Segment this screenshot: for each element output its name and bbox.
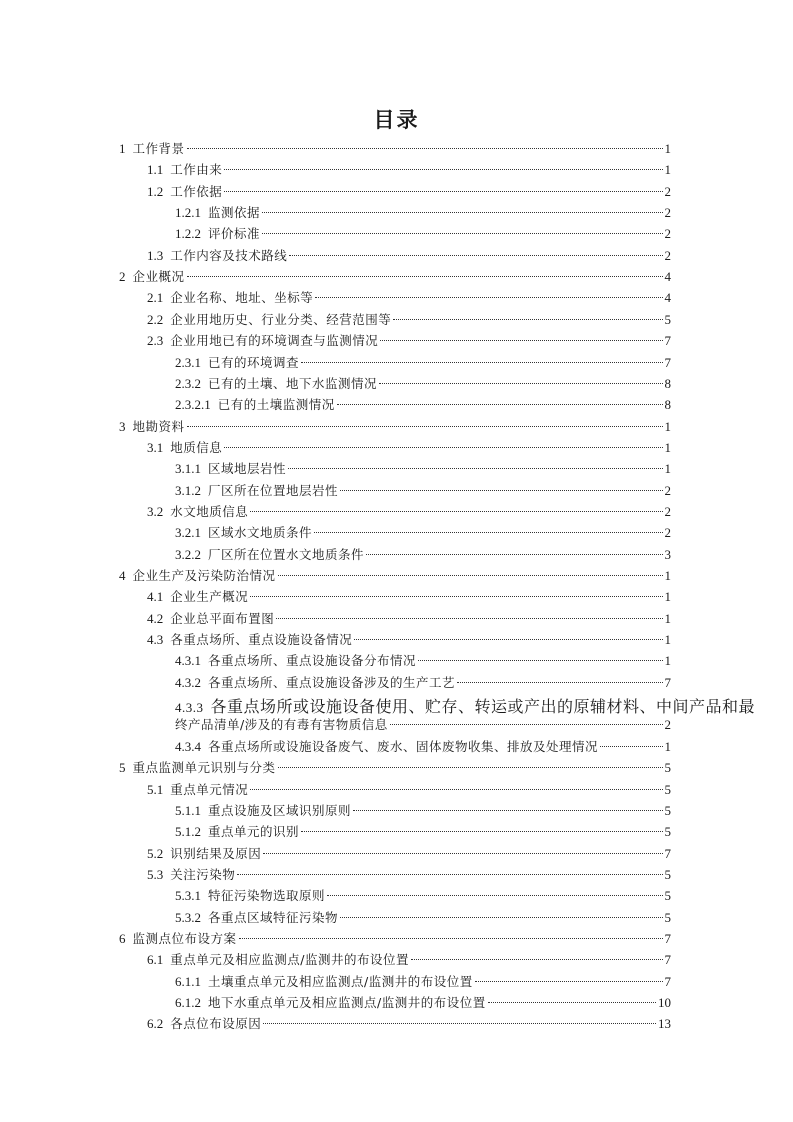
toc-entry-page: 2: [664, 482, 671, 498]
toc-entry-page: 3: [664, 546, 671, 562]
toc-entry-title: 区域水文地质条件: [208, 525, 313, 541]
toc-entry-number: 5.3: [147, 866, 164, 882]
dot-leader: [340, 917, 662, 918]
toc-entry[interactable]: [0, 481, 793, 501]
toc-entry[interactable]: [0, 844, 793, 864]
toc-entry[interactable]: [0, 160, 793, 180]
toc-entry-page: 1: [664, 162, 671, 178]
toc-entry-title: 厂区所在位置地层岩性: [208, 482, 339, 498]
dot-leader: [315, 297, 662, 298]
toc-entry-number: 5.1.2: [175, 824, 201, 840]
dot-leader: [263, 1023, 656, 1024]
toc-entry-number: 5.3.2: [175, 909, 201, 925]
dot-leader: [263, 853, 662, 854]
toc-entry-title: 重点设施及区域识别原则: [208, 802, 352, 818]
toc-entry-title: 地质信息: [170, 439, 223, 455]
toc-entry[interactable]: [0, 331, 793, 351]
dot-leader: [262, 212, 662, 213]
toc-entry-number: 1: [119, 141, 126, 156]
toc-entry-number: 6.1.1: [175, 973, 201, 989]
toc-entry-title: 企业生产概况: [170, 589, 249, 605]
toc-entry-title: 工作内容及技术路线: [170, 247, 288, 263]
toc-entry-number: 5.2: [147, 845, 164, 861]
dot-leader: [239, 938, 663, 939]
dot-leader: [237, 874, 662, 875]
toc-entry-page: 1: [664, 439, 671, 455]
toc-entry-page: 2: [664, 183, 671, 199]
dot-leader: [353, 810, 662, 811]
dot-leader: [289, 255, 662, 256]
toc-entry-title: 水文地质信息: [170, 503, 249, 519]
toc-entry-number: 2.3: [147, 333, 164, 349]
dot-leader: [475, 981, 663, 982]
dot-leader: [380, 340, 662, 341]
toc-entry-number: 1.2: [147, 183, 164, 199]
toc-entry-number: 4.3.1: [175, 653, 201, 669]
toc-entry[interactable]: [0, 673, 793, 693]
toc-entry-number: 5: [119, 760, 126, 776]
dot-leader: [314, 532, 662, 533]
toc-entry[interactable]: [0, 288, 793, 308]
toc-entry[interactable]: [0, 353, 793, 373]
toc-entry-number: 6.2: [147, 1016, 164, 1032]
toc-entry[interactable]: [0, 630, 793, 650]
toc-entry-number: 3.2: [147, 503, 164, 519]
dot-leader: [457, 682, 662, 683]
toc-entry-page: 13: [658, 1016, 671, 1032]
toc-entry[interactable]: [0, 224, 793, 244]
toc-entry-title: 企业用地已有的环境调查与监测情况: [170, 333, 379, 349]
toc-entry-number: 3: [119, 418, 126, 434]
dot-leader: [278, 767, 663, 768]
toc-entry-number: 2.3.2.1: [175, 397, 211, 413]
toc-entry-number: 4.1: [147, 589, 164, 605]
toc-entry-page: 5: [664, 824, 671, 840]
dot-leader: [250, 789, 662, 790]
toc-entry-number: 6.1.2: [175, 995, 201, 1010]
toc-entry-page: 5: [664, 866, 671, 882]
toc-entry[interactable]: [0, 929, 793, 949]
toc-entry-page: 1: [664, 653, 671, 669]
toc-entry-title: 各重点场所或设施设备废气、废水、固体废物收集、排放及处理情况: [208, 738, 599, 754]
toc-entry-number: 4.3: [147, 632, 164, 648]
toc-entry-page: 2: [664, 205, 671, 221]
toc-entry-page: 5: [664, 311, 671, 327]
toc-entry-page: 2: [664, 717, 671, 733]
toc-entry-page: 7: [664, 845, 671, 861]
toc-entry[interactable]: [0, 566, 793, 586]
toc-entry-title: 各重点场所、重点设施设备情况: [170, 632, 353, 648]
dot-leader: [366, 554, 662, 555]
toc-entry-number: 3.1: [147, 439, 164, 455]
dot-leader: [301, 831, 662, 832]
toc-entry-page: 2: [664, 503, 671, 519]
toc-entry-title: 特征污染物选取原则: [208, 888, 326, 904]
toc-entry-number: 3.1.2: [175, 482, 201, 498]
toc-entry-page: 7: [664, 930, 671, 946]
dot-leader: [340, 490, 662, 491]
toc-entry-title: 终产品清单/涉及的有毒有害物质信息: [175, 717, 388, 733]
dot-leader: [411, 959, 663, 960]
dot-leader: [278, 575, 663, 576]
toc-entry-title: 地下水重点单元及相应监测点/监测井的布设位置: [208, 995, 486, 1010]
toc-entry-page: 1: [664, 610, 671, 626]
dot-leader: [224, 169, 662, 170]
toc-entry[interactable]: [0, 908, 793, 928]
toc-entry-page: 5: [664, 888, 671, 904]
toc-entry-title: 已有的土壤、地下水监测情况: [208, 375, 378, 391]
toc-entry-title: 重点单元的识别: [208, 824, 300, 840]
dot-leader: [327, 895, 662, 896]
toc-entry-page: 8: [664, 397, 671, 413]
toc-entry-page: 4: [664, 269, 671, 285]
toc-entry-number: 2.3.2: [175, 375, 201, 391]
toc-entry-page: 1: [664, 141, 671, 156]
page-title: 目录: [373, 108, 420, 132]
toc-entry-page: 7: [664, 973, 671, 989]
toc-entry-number: 4: [119, 568, 126, 583]
toc-entry[interactable]: [0, 310, 793, 330]
toc-entry-number: 5.1.1: [175, 802, 201, 818]
toc-entry[interactable]: [0, 715, 793, 735]
toc-entry-title: 重点单元情况: [170, 781, 249, 797]
toc-entry-title: 监测点位布设方案: [132, 930, 237, 946]
toc-entry[interactable]: [0, 374, 793, 394]
toc-entry-title: 工作依据: [170, 183, 223, 199]
toc-entry-number: 3.1.1: [175, 461, 201, 477]
toc-entry-title: 各重点场所、重点设施设备分布情况: [208, 653, 417, 669]
toc-entry-number: 4.3.2: [175, 674, 201, 690]
dot-leader: [600, 746, 662, 747]
toc-entry-page: 10: [658, 995, 671, 1010]
toc-entry[interactable]: [0, 865, 793, 885]
toc-entry-number: 1.2.2: [175, 226, 201, 242]
toc-entry-page: 7: [664, 674, 671, 690]
toc-entry-number: 2.1: [147, 290, 164, 306]
toc-entry[interactable]: [0, 972, 793, 992]
dot-leader: [418, 660, 662, 661]
dot-leader: [250, 511, 662, 512]
toc-entry[interactable]: [0, 780, 793, 800]
dot-leader: [379, 383, 662, 384]
toc-entry-title: 企业名称、地址、坐标等: [170, 290, 314, 306]
toc-entry-title: 已有的土壤监测情况: [217, 397, 335, 413]
toc-entry-page: 2: [664, 247, 671, 263]
toc-entry-title: 评价标准: [208, 226, 261, 242]
toc-entry[interactable]: [0, 801, 793, 821]
toc-entry[interactable]: [0, 886, 793, 906]
toc-entry-page: 5: [664, 781, 671, 797]
dot-leader: [390, 724, 663, 725]
toc-entry-title: 区域地层岩性: [208, 461, 287, 477]
dot-leader: [224, 191, 662, 192]
toc-entry-title: 重点监测单元识别与分类: [132, 760, 276, 776]
toc-entry-page: 2: [664, 525, 671, 541]
toc-entry-title: 地勘资料: [132, 418, 185, 434]
toc-entry-number: 4.2: [147, 610, 164, 626]
toc-entry-number: 1.3: [147, 247, 164, 263]
toc-entry-page: 7: [664, 333, 671, 349]
toc-entry-page: 8: [664, 375, 671, 391]
toc-entry-page: 1: [664, 568, 671, 583]
toc-entry[interactable]: [0, 246, 793, 266]
toc-entry-title-line1: 各重点场所或设施设备使用、贮存、转运或产出的原辅材料、中间产品和最: [210, 697, 756, 717]
toc-entry[interactable]: [0, 587, 793, 607]
toc-entry[interactable]: [0, 758, 793, 778]
toc-entry-number: 5.3.1: [175, 888, 201, 904]
dot-leader: [337, 404, 663, 405]
toc-entry[interactable]: [0, 651, 793, 671]
toc-entry-number: 4.3.3: [175, 700, 204, 716]
toc-entry-title: 各点位布设原因: [170, 1016, 262, 1032]
toc-entry-page: 4: [664, 290, 671, 306]
toc-entry-title: 识别结果及原因: [170, 845, 262, 861]
dot-leader: [393, 319, 662, 320]
dot-leader: [187, 276, 663, 277]
toc-entry[interactable]: [0, 267, 793, 287]
toc-entry[interactable]: [0, 395, 793, 415]
toc-entry[interactable]: [0, 203, 793, 223]
toc-entry-title: 企业概况: [132, 269, 185, 285]
toc-entry-title: 企业总平面布置图: [170, 610, 275, 626]
toc-entry[interactable]: [0, 950, 793, 970]
dot-leader: [276, 618, 662, 619]
toc-entry-title: 关注污染物: [170, 866, 236, 882]
toc-entry[interactable]: [0, 993, 793, 1013]
toc-entry-title: 厂区所在位置水文地质条件: [208, 546, 365, 562]
toc-entry-title: 已有的环境调查: [208, 354, 300, 370]
toc-entry-number: 3.2.1: [175, 525, 201, 541]
toc-entry-page: 7: [664, 354, 671, 370]
toc-entry-page: 7: [664, 952, 671, 968]
toc-entry-title: 重点单元及相应监测点/监测井的布设位置: [170, 952, 409, 968]
toc-entry-number: 1.1: [147, 162, 164, 178]
toc-entry-title: 企业用地历史、行业分类、经营范围等: [170, 311, 392, 327]
toc-entry[interactable]: [0, 737, 793, 757]
toc-entry-number: 2.2: [147, 311, 164, 327]
toc-entry-number: 4.3.4: [175, 738, 201, 754]
toc-entry-page: 1: [664, 632, 671, 648]
toc-entry-page: 5: [664, 760, 671, 776]
toc-entry[interactable]: [0, 523, 793, 543]
toc-entry-number: 6: [119, 930, 126, 946]
toc-entry[interactable]: [0, 139, 793, 159]
dot-leader: [187, 148, 663, 149]
toc-entry-title: 各重点区域特征污染物: [208, 909, 339, 925]
toc-entry-title: 工作由来: [170, 162, 223, 178]
toc-entry-number: 2.3.1: [175, 354, 201, 370]
toc-entry[interactable]: [0, 417, 793, 437]
toc-entry-number: 3.2.2: [175, 546, 201, 562]
toc-entry-page: 5: [664, 802, 671, 818]
toc-entry-page: 1: [664, 589, 671, 605]
toc-entry[interactable]: [0, 438, 793, 458]
toc-entry-number: 6.1: [147, 952, 164, 968]
dot-leader: [288, 468, 662, 469]
toc-entry[interactable]: [0, 459, 793, 479]
dot-leader: [354, 639, 662, 640]
dot-leader: [250, 596, 662, 597]
toc-entry[interactable]: [0, 182, 793, 202]
toc-entry-title: 各重点场所、重点设施设备涉及的生产工艺: [208, 674, 456, 690]
dot-leader: [488, 1002, 656, 1003]
toc-entry[interactable]: [0, 609, 793, 629]
toc-entry-page: 1: [664, 418, 671, 434]
toc-entry-page: 1: [664, 461, 671, 477]
toc-entry-number: 5.1: [147, 781, 164, 797]
dot-leader: [224, 447, 662, 448]
dot-leader: [262, 233, 662, 234]
toc-entry-title: 监测依据: [208, 205, 261, 221]
toc-entry-title: 工作背景: [132, 141, 185, 156]
toc-entry-page: 1: [664, 738, 671, 754]
toc-entry-number: 2: [119, 269, 126, 285]
dot-leader: [301, 362, 662, 363]
toc-entry[interactable]: [0, 502, 793, 522]
dot-leader: [187, 426, 663, 427]
toc-entry[interactable]: [0, 1014, 793, 1034]
toc-entry[interactable]: [0, 545, 793, 565]
toc-entry-title: 土壤重点单元及相应监测点/监测井的布设位置: [208, 973, 473, 989]
toc-entry[interactable]: [0, 822, 793, 842]
toc-entry-title: 企业生产及污染防治情况: [132, 568, 276, 583]
toc-entry-page: 5: [664, 909, 671, 925]
toc-entry-number: 1.2.1: [175, 205, 201, 221]
toc-entry-page: 2: [664, 226, 671, 242]
